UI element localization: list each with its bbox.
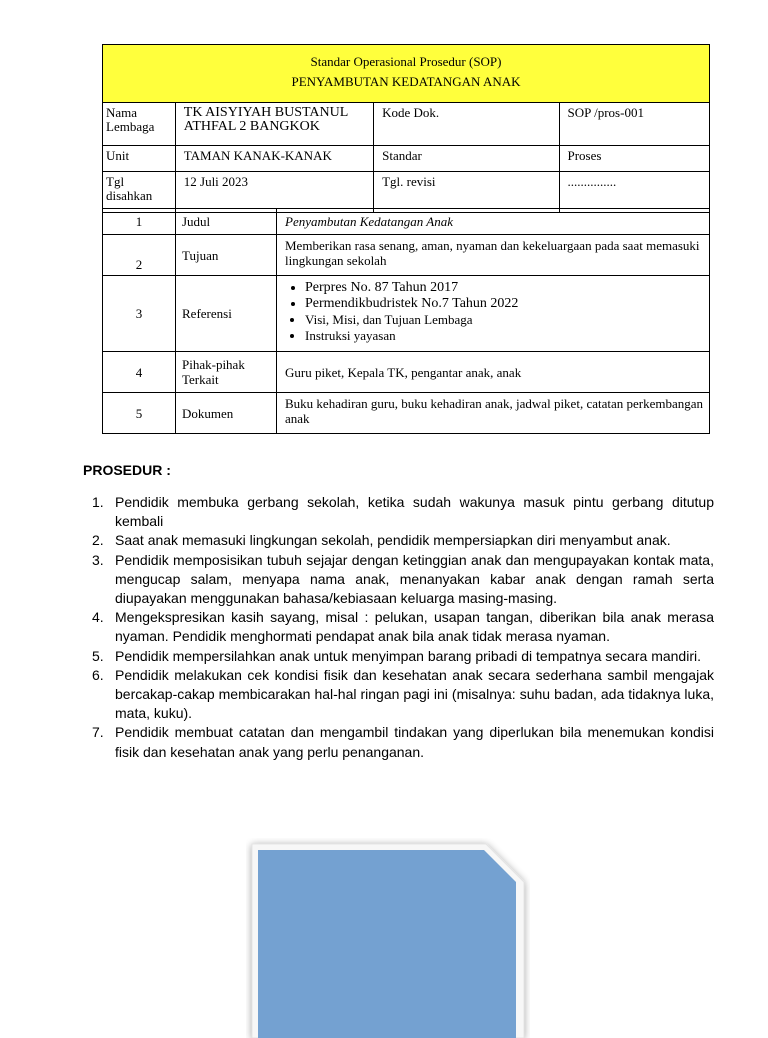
sop-detail-table bbox=[102, 208, 710, 434]
prosedur-heading: PROSEDUR : bbox=[83, 462, 171, 478]
detail-row-pihak-terkait bbox=[103, 352, 709, 393]
item-text: Pendidik mempersilahkan anak untuk menyimpan barang pribadi di tempatnya secara mandiri. bbox=[115, 647, 701, 664]
list-item: • Instruksi yayasan bbox=[305, 328, 703, 344]
header-row-lembaga bbox=[103, 103, 709, 146]
sop-title-band bbox=[103, 45, 709, 103]
field-content: Penyambutan Kedatangan Anak bbox=[285, 214, 454, 229]
label-tgl-revisi: Tgl. revisi bbox=[374, 172, 559, 212]
field-content: Buku kehadiran guru, buku kehadiran anak, jadwal piket, catatan perkembangan anak bbox=[285, 396, 704, 426]
value-nama-lembaga: TK AISYIYAH BUSTANUL ATHFAL 2 BANGKOK bbox=[176, 103, 374, 145]
item-number: 2. bbox=[92, 532, 104, 549]
field-label: Pihak-pihak Terkait bbox=[176, 352, 277, 392]
label-kode-dok: Kode Dok. bbox=[374, 103, 559, 145]
list-item bbox=[92, 551, 714, 609]
value-tgl-disahkan: 12 Juli 2023 bbox=[176, 172, 374, 212]
label-unit: Unit bbox=[103, 146, 176, 171]
sop-subtitle: PENYAMBUTAN KEDATANGAN ANAK bbox=[291, 74, 521, 89]
field-label: Judul bbox=[176, 209, 277, 234]
item-text: Pendidik membuat catatan dan mengambil tindakan yang diperlukan bila menemukan kondisi fisik dan kesehatan anak yang perlu penanganan. bbox=[115, 724, 714, 760]
header-row-unit bbox=[103, 146, 709, 172]
list-item: • Perpres No. 87 Tahun 2017 bbox=[305, 280, 703, 296]
field-content: Memberikan rasa senang, aman, nyaman dan kekeluargaan pada saat memasuki lingkungan sekolah bbox=[285, 238, 700, 268]
field-label: Tujuan bbox=[176, 235, 277, 275]
label-tgl-disahkan: Tgl disahkan bbox=[103, 172, 176, 212]
list-item bbox=[92, 647, 714, 666]
label-standar: Standar bbox=[374, 146, 559, 171]
row-number: 3 bbox=[103, 276, 176, 351]
label-nama-lembaga: Nama Lembaga bbox=[103, 103, 176, 145]
item-text: Pendidik melakukan cek kondisi fisik dan kesehatan anak secara sederhana sambil mengajak bercakap-cakap membicarakan hal-hal ringan pagi ini (misalnya: suhu badan, ada tidaknya luka, mata, kuku). bbox=[115, 666, 714, 722]
item-number: 4. bbox=[92, 609, 104, 626]
value-tgl-revisi: ............... bbox=[567, 174, 617, 189]
value-kode-dok: SOP /pros-001 bbox=[567, 105, 644, 120]
header-row-tanggal bbox=[103, 172, 709, 212]
item-text: Mengekspresikan kasih sayang, misal : pelukan, usapan tangan, diberikan bila anak merasa nyaman. Pendidik menghormati pendapat anak bila anak tidak merasa nyaman. bbox=[115, 609, 714, 645]
decorative-blue-shape bbox=[246, 838, 530, 1038]
list-item: • Permendikbudristek No.7 Tahun 2022 bbox=[305, 296, 703, 312]
row-number: 1 bbox=[103, 209, 176, 234]
detail-row-judul bbox=[103, 209, 709, 235]
row-number: 2 bbox=[103, 235, 176, 275]
list-item bbox=[92, 531, 714, 550]
item-text: Pendidik membuka gerbang sekolah, ketika sudah wakunya masuk pintu gerbang ditutup kembali bbox=[115, 494, 714, 530]
shape-fill bbox=[258, 850, 516, 1038]
list-item bbox=[92, 723, 714, 761]
row-number: 4 bbox=[103, 352, 176, 392]
row-number: 5 bbox=[103, 393, 176, 433]
field-label: Referensi bbox=[176, 276, 277, 351]
field-content: Guru piket, Kepala TK, pengantar anak, anak bbox=[285, 364, 522, 380]
prosedur-list bbox=[92, 493, 714, 762]
list-item bbox=[92, 608, 714, 646]
sop-header-table bbox=[102, 44, 710, 213]
list-item bbox=[92, 493, 714, 531]
value-standar: Proses bbox=[567, 148, 602, 163]
field-label: Dokumen bbox=[176, 393, 277, 433]
item-number: 1. bbox=[92, 494, 104, 510]
referensi-list bbox=[277, 276, 709, 351]
item-number: 5. bbox=[92, 647, 104, 664]
value-unit: TAMAN KANAK-KANAK bbox=[176, 146, 374, 171]
item-text: Saat anak memasuki lingkungan sekolah, pendidik mempersiapkan diri menyambut anak. bbox=[115, 532, 671, 549]
detail-row-tujuan bbox=[103, 235, 709, 276]
sop-title: Standar Operasional Prosedur (SOP) bbox=[310, 54, 502, 69]
item-number: 7. bbox=[92, 724, 104, 741]
item-number: 6. bbox=[92, 666, 104, 683]
detail-row-dokumen bbox=[103, 393, 709, 433]
item-number: 3. bbox=[92, 551, 104, 568]
list-item bbox=[92, 666, 714, 724]
detail-row-referensi bbox=[103, 276, 709, 352]
item-text: Pendidik memposisikan tubuh sejajar dengan ketinggian anak dan mengupayakan kontak mata, mengucap salam, menyapa nama anak, menanyakan kabar anak dengan ramah serta diupayakan menggunakan bahasa/kebiasaan keluarga masing-masing. bbox=[115, 551, 714, 607]
list-item: • Visi, Misi, dan Tujuan Lembaga bbox=[305, 312, 703, 328]
